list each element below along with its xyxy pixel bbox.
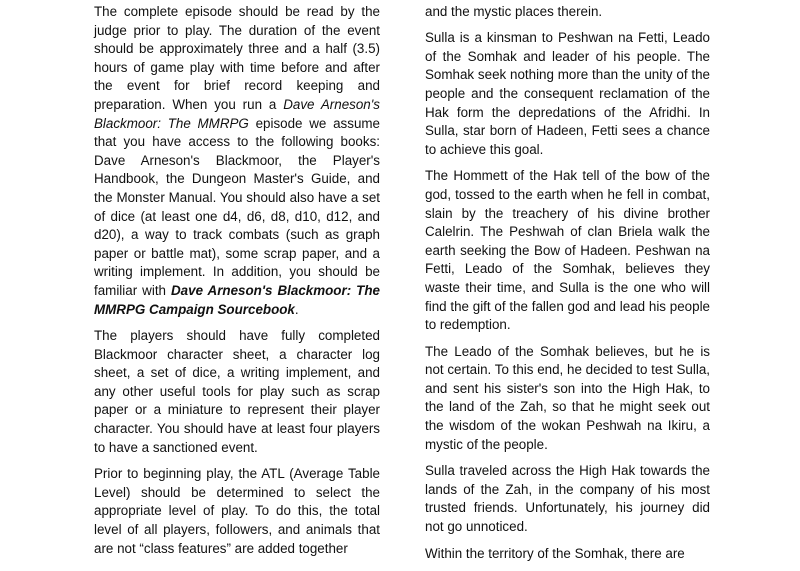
ranger-paragraph: and the mystic places therein.	[425, 3, 603, 19]
players-paragraph: The players should have fully completed Blackmoor character sheet, a character log sheet, a set of dice, a writing implement, and any other useful tools for play such as scrap paper or a miniature to represent their player character. You should have at least four players to have a sanctioned event.	[94, 328, 380, 455]
right-column	[425, 0, 710, 571]
sourcebook-title: Dave Arneson's Blackmoor: The MMRPG Campaign Sourcebook	[94, 282, 380, 317]
intro-text-3: .	[294, 301, 299, 317]
sulla-kinsman-paragraph: Sulla is a kinsman to Peshwan na Fetti, Leado of the Somhak and leader of his people. The Somhak seek nothing more than the unity of the people and the consequent reclamation of the Hak form the depredations of the Afridhi. In Sulla, star born of Hadeen, Fetti sees a chance to achieve this goal.	[425, 30, 710, 157]
left-column	[94, 3, 380, 566]
intro-paragraph	[94, 3, 380, 319]
territory-paragraph: Within the territory of the Somhak, there are	[425, 545, 685, 561]
atl-paragraph: Prior to beginning play, the ATL (Average Table Level) should be determined to select the appropriate level of play. To do this, the total level of all players, followers, and animals that are not “class features” are added together	[94, 466, 380, 556]
leado-paragraph: The Leado of the Somhak believes, but he is not certain. To this end, he decided to test Sulla, and sent his sister's son into the High Hak, to the land of the Zah, so that he might seek out the wisdom of the wokan Peshwah na Ikiru, a mystic of the people.	[425, 343, 710, 452]
episode-title: Dave Arneson's Blackmoor: The MMRPG	[94, 96, 380, 131]
sulla-travel-paragraph: Sulla traveled across the High Hak towards the lands of the Zah, in the company of his most trusted friends. Unfortunately, his journey did not go unnoticed.	[425, 463, 710, 535]
intro-text-1: The complete episode should be read by the judge prior to play. The duration of the event should be approximately three and a half (3.5) hours of game play with time before and after the event for brief record keeping and preparation. When you run a	[94, 4, 380, 112]
hommett-paragraph: The Hommett of the Hak tell of the bow of the god, tossed to the earth when he fell in combat, slain by the treachery of his divine brother Calelrin. The Peshwah of clan Briela walk the earth seeking the Bow of Hadeen. Peshwan na Fetti, Leado of the Somhak, believes they waste their time, and Sulla is the one who will find the gift of the fallen god and lead his people to redemption.	[425, 168, 710, 333]
intro-text-2: episode we assume that you have access to the following books: Dave Arneson's Blackmoor, the Player's Handbook, the Dungeon Master's Guide, and the Monster Manual. You should also have a set of dice (at least one d4, d6, d8, d10, d12, and d20), a way to track combats (such as graph paper or battle mat), some scrap paper, and a writing implement. In addition, you should be familiar with	[94, 115, 380, 298]
